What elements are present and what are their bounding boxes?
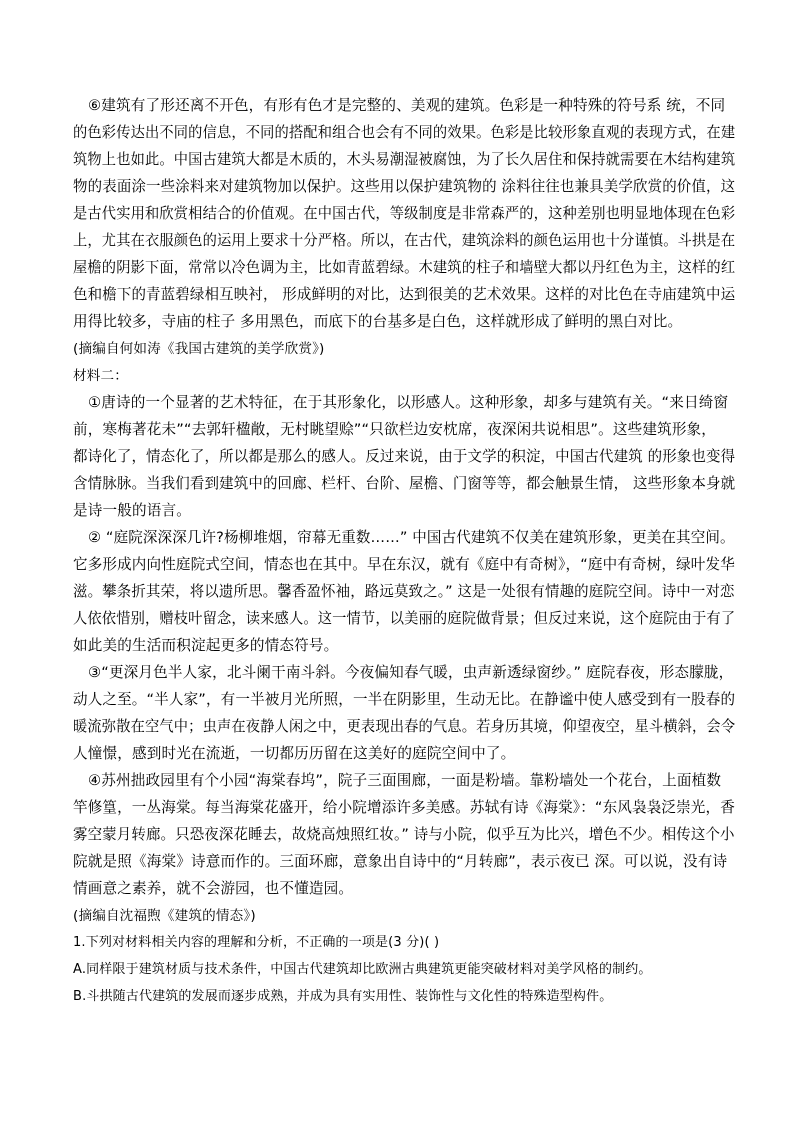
question-1-option-b: B.斗拱随古代建筑的发展而逐步成熟，并成为具有实用性、装饰性与文化性的特殊造型构件。 [73, 989, 613, 1004]
paragraph-6-line-2: 的色彩传达出不同的信息，不同的搭配和组合也会有不同的效果。色彩是比较形象直观的表现方式，在建 [73, 124, 736, 141]
paragraph-2-line-2: 它多形成内向性庭院式空间，情态也在其中。早在东汉，就有《庭中有奇树》，“庭中有奇树，绿叶发华 [73, 556, 735, 573]
paragraph-3-line-3: 暖流弥散在空气中；虫声在夜静人闲之中，更表现出春的气息。若身历其境，仰望夜空，星斗横斜，会令 [73, 718, 736, 735]
paragraph-1-line-1: ①唐诗的一个显著的艺术特征，在于其形象化，以形感人。这种形象，却多与建筑有关。“来日绮窗 [88, 394, 729, 411]
paragraph-2-line-5: 如此美的生活而积淀起更多的情态符号。 [73, 637, 339, 654]
paragraph-6-line-6: 上，尤其在衣服颜色的运用上要求十分严格。所以，在古代，建筑涂料的颜色运用也十分谨慎。斗拱是在 [73, 232, 736, 249]
paragraph-6-line-8: 色和檐下的青蓝碧绿相互映衬， 形成鲜明的对比，达到很美的艺术效果。这样的对比色在寺庙建筑中运 [73, 286, 736, 303]
paragraph-6-line-4: 物的表面涂一些涂料来对建筑物加以保护。这些用以保护建筑物的 涂料往往也兼具美学欣赏的价值，这 [73, 178, 736, 195]
paragraph-3-line-1: ③“更深月色半人家，北斗阑干南斗斜。今夜偏知春气暖，虫声新透绿窗纱。” 庭院春夜，形态朦胧， [88, 664, 734, 681]
paragraph-2-line-1: ② “庭院深深深几许?杨柳堆烟，帘幕无重数……” 中国古代建筑不仅美在建筑形象，更美在其空间。 [88, 529, 735, 546]
paragraph-1-line-2: 前，寒梅著花未”“去郭轩楹敞，无村眺望赊”“只欲栏边安枕席，夜深闲共说相思”。这些建筑形象， [73, 421, 717, 438]
question-1-stem: 1.下列对材料相关内容的理解和分析，不正确的一项是(3 分)( ) [73, 935, 440, 950]
paragraph-3-line-2: 动人之至。“半人家”，有一半被月光所照，一半在阴影里，生动无比。在静谧中使人感受到有一股春的 [73, 691, 736, 708]
paragraph-4-line-5: 情画意之素养，就不会游园，也不懂造园。 [73, 880, 354, 897]
paragraph-1-line-5: 是诗一般的语言。 [73, 502, 191, 519]
paragraph-6-line-7: 屋檐的阴影下面，常常以冷色调为主，比如青蓝碧绿。木建筑的柱子和墙壁大都以丹红色为主，这样的红 [73, 259, 736, 276]
material-two-heading: 材料二： [73, 368, 128, 384]
paragraph-4-line-3: 雾空蒙月转廊。只恐夜深花睡去，故烧高烛照红妆。” 诗与小院，似乎互为比兴，增色不少。相传这个小 [73, 826, 735, 843]
paragraph-6-line-3: 筑物上也如此。中国古建筑大都是木质的，木头易潮湿被腐蚀，为了长久居住和保持就需要在木结构建筑 [73, 151, 736, 168]
paragraph-4-line-1: ④苏州拙政园里有个小园“海棠春坞”，院子三面围廊，一面是粉墙。靠粉墙处一个花台，上面植数 [88, 772, 722, 789]
paragraph-6-line-1: ⑥建筑有了形还离不开色，有形有色才是完整的、美观的建筑。色彩是一种特殊的符号系 统，不同 [88, 97, 726, 114]
paragraph-2-line-3: 滋。攀条折其荣，将以遗所思。馨香盈怀袖，路远莫致之。” 这是一处很有情趣的庭院空间。诗中一对恋 [73, 583, 735, 600]
paragraph-2-line-4: 人依依惜别，赠枝叶留念，读来感人。这一情节，以美丽的庭院做背景；但反过来说，这个庭院由于有了 [73, 610, 736, 627]
paragraph-4-line-4: 院就是照《海棠》诗意而作的。三面环廊，意象出自诗中的“月转廊”，表示夜已 深。可以说，没有诗 [73, 853, 728, 870]
paragraph-1-line-4: 含情脉脉。当我们看到建筑中的回廊、栏杆、台阶、屋檐、门窗等等，都会触景生情， 这些形象本身就 [73, 475, 736, 492]
paragraph-4-line-2: 竿修篁，一丛海棠。每当海棠花盛开，给小院增添许多美感。苏轼有诗《海棠》：“东风袅袅泛崇光，香 [73, 799, 735, 816]
source-note-2: (摘编自沈福煦《建筑的情态》) [73, 908, 256, 924]
source-note-1: (摘编自何如涛《我国古建筑的美学欣赏》) [73, 341, 325, 357]
question-1-option-a: A.同样限于建筑材质与技术条件，中国古代建筑却比欧洲古典建筑更能突破材料对美学风格的制约。 [73, 962, 652, 977]
paragraph-6-line-9: 用得比较多，寺庙的柱子 多用黑色，而底下的台基多是白色，这样就形成了鲜明的黑白对比。 [73, 313, 683, 330]
paragraph-6-line-5: 是古代实用和欣赏相结合的价值观。在中国古代，等级制度是非常森严的，这种差别也明显地体现在色彩 [73, 205, 736, 222]
paragraph-3-line-4: 人憧憬，感到时光在流逝，一切都历历留在这美好的庭院空间中了。 [73, 745, 516, 762]
paragraph-1-line-3: 都诗化了，情态化了，所以都是那么的感人。反过来说，由于文学的积淀，中国古代建筑 的形象也变得 [73, 448, 736, 465]
